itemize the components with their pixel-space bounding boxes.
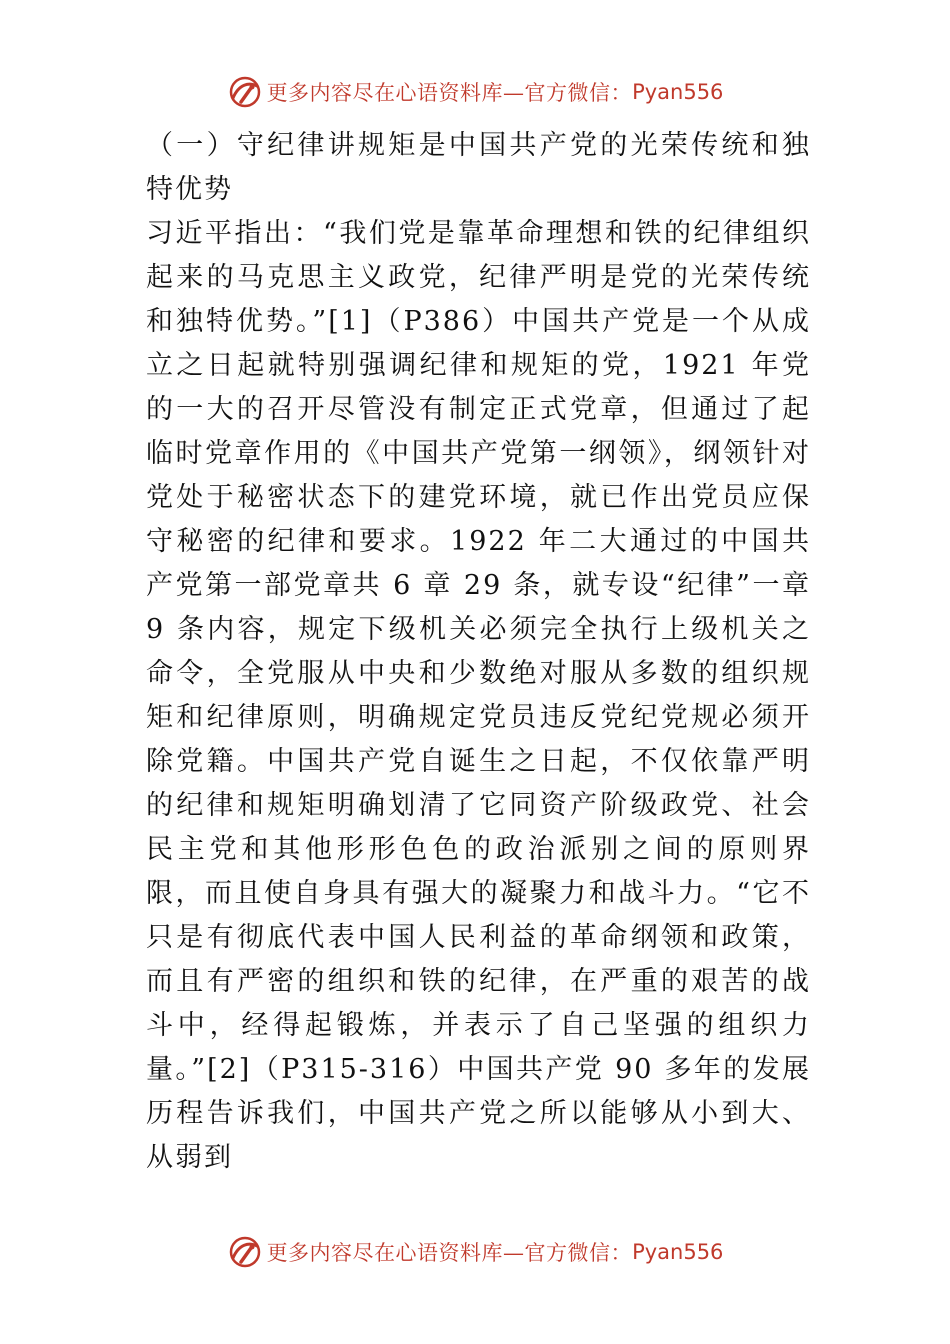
footer-banner [0, 1232, 950, 1272]
body-paragraph: 习近平指出：“我们党是靠革命理想和铁的纪律组织起来的马克思主义政党，纪律严明是党的光荣传统和独特优势。”[1]（P386）中国共产党是一个从成立之日起就特别强调纪律和规矩的党，1921 年党的一大的召开尽管没有制定正式党章，但通过了起临时党章作用的《中国共产党第一纲领》，纲领针对党处于秘密状态下的建党环境，就已作出党员应保守秘密的纪律和要求。1922 年二大通过的中国共产党第一部党章共 6 章 29 条，就专设“纪律”一章 9 条内容，规定下级机关必须完全执行上级机关之命令，全党服从中央和少数绝对服从多数的组织规矩和纪律原则，明确规定党员违反党纪党规必须开除党籍。中国共产党自诞生之日起，不仅依靠严明的纪律和规矩明确划清了它同资产阶级政党、社会民主党和其他形形色色的政治派别之间的原则界限，而且使自身具有强大的凝聚力和战斗力。“它不只是有彻底代表中国人民利益的革命纲领和政策，而且有严密的组织和铁的纪律，在严重的艰苦的战斗中，经得起锻炼，并表示了自己坚强的组织力量。”[2]（P315-316）中国共产党 90 多年的发展历程告诉我们，中国共产党之所以能够从小到大、从弱到 [146, 218, 811, 1173]
header-wechat-id: Pyan556 [632, 80, 724, 104]
section-heading: （一）守纪律讲规矩是中国共产党的光荣传统和独特优势 [146, 130, 811, 205]
document-body [146, 124, 811, 1180]
header-slogan: 更多内容尽在心语资料库—官方微信： [266, 81, 633, 105]
brush-logo-icon [227, 1234, 263, 1270]
footer-wechat-id: Pyan556 [632, 1240, 724, 1264]
brush-logo-icon [227, 74, 263, 110]
header-banner [0, 72, 950, 112]
footer-slogan: 更多内容尽在心语资料库—官方微信： [266, 1241, 633, 1265]
